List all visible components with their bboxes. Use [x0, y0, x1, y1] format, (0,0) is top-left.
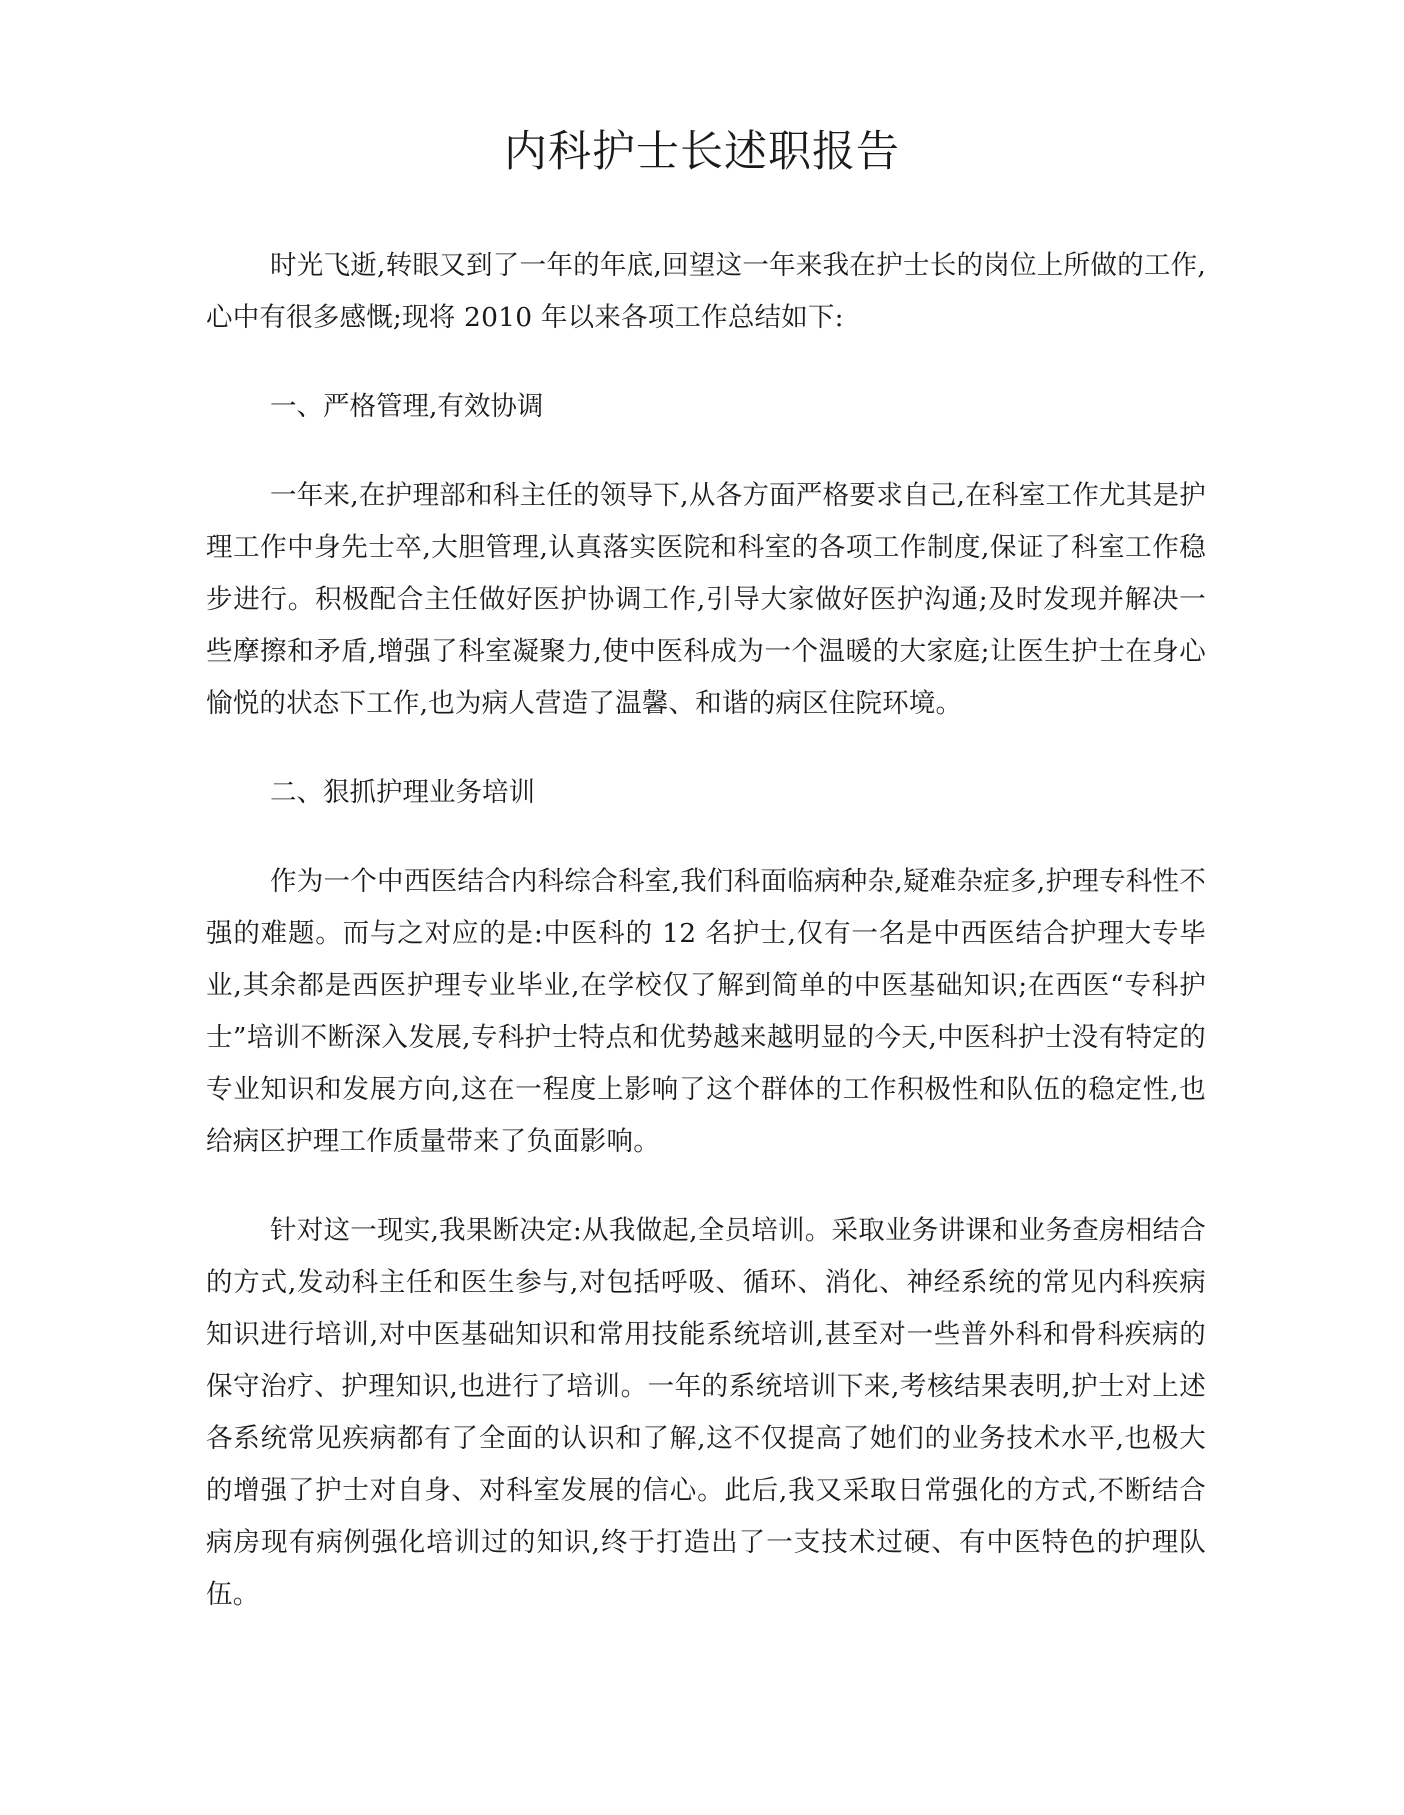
section-1-paragraph: 一年来,在护理部和科主任的领导下,从各方面严格要求自己,在科室工作尤其是护理工作中身先士卒,大胆管理,认真落实医院和科室的各项工作制度,保证了科室工作稳步进行。积极配合主任做好医护协调工作,引导大家做好医护沟通;及时发现并解决一些摩擦和矛盾,增强了科室凝聚力,使中医科成为一个温暖的大家庭;让医生护士在身心愉悦的状态下工作,也为病人营造了温馨、和谐的病区住院环境。 [206, 480, 1206, 719]
document-body [206, 240, 1206, 1658]
section-heading-2: 二、狠抓护理业务培训 [270, 777, 535, 808]
section-heading-1: 一、严格管理,有效协调 [270, 391, 544, 422]
section-2-paragraph-2: 针对这一现实,我果断决定:从我做起,全员培训。采取业务讲课和业务查房相结合的方式,发动科主任和医生参与,对包括呼吸、循环、消化、神经系统的常见内科疾病知识进行培训,对中医基础知识和常用技能系统培训,甚至对一些普外科和骨科疾病的保守治疗、护理知识,也进行了培训。一年的系统培训下来,考核结果表明,护士对上述各系统常见疾病都有了全面的认识和了解,这不仅提高了她们的业务技术水平,也极大的增强了护士对自身、对科室发展的信心。此后,我又采取日常强化的方式,不断结合病房现有病例强化培训过的知识,终于打造出了一支技术过硬、有中医特色的护理队伍。 [206, 1215, 1206, 1610]
section-2-paragraph-1: 作为一个中西医结合内科综合科室,我们科面临病种杂,疑难杂症多,护理专科性不强的难题。而与之对应的是:中医科的 12 名护士,仅有一名是中西医结合护理大专毕业,其余都是西医护理专业毕业,在学校仅了解到简单的中医基础知识;在西医“专科护士”培训不断深入发展,专科护士特点和优势越来越明显的今天,中医科护士没有特定的专业知识和发展方向,这在一程度上影响了这个群体的工作积极性和队伍的稳定性,也给病区护理工作质量带来了负面影响。 [206, 866, 1206, 1157]
intro-paragraph: 时光飞逝,转眼又到了一年的年底,回望这一年来我在护士长的岗位上所做的工作,心中有很多感慨;现将 2010 年以来各项工作总结如下: [206, 250, 1206, 333]
document-title: 内科护士长述职报告 [504, 127, 900, 177]
